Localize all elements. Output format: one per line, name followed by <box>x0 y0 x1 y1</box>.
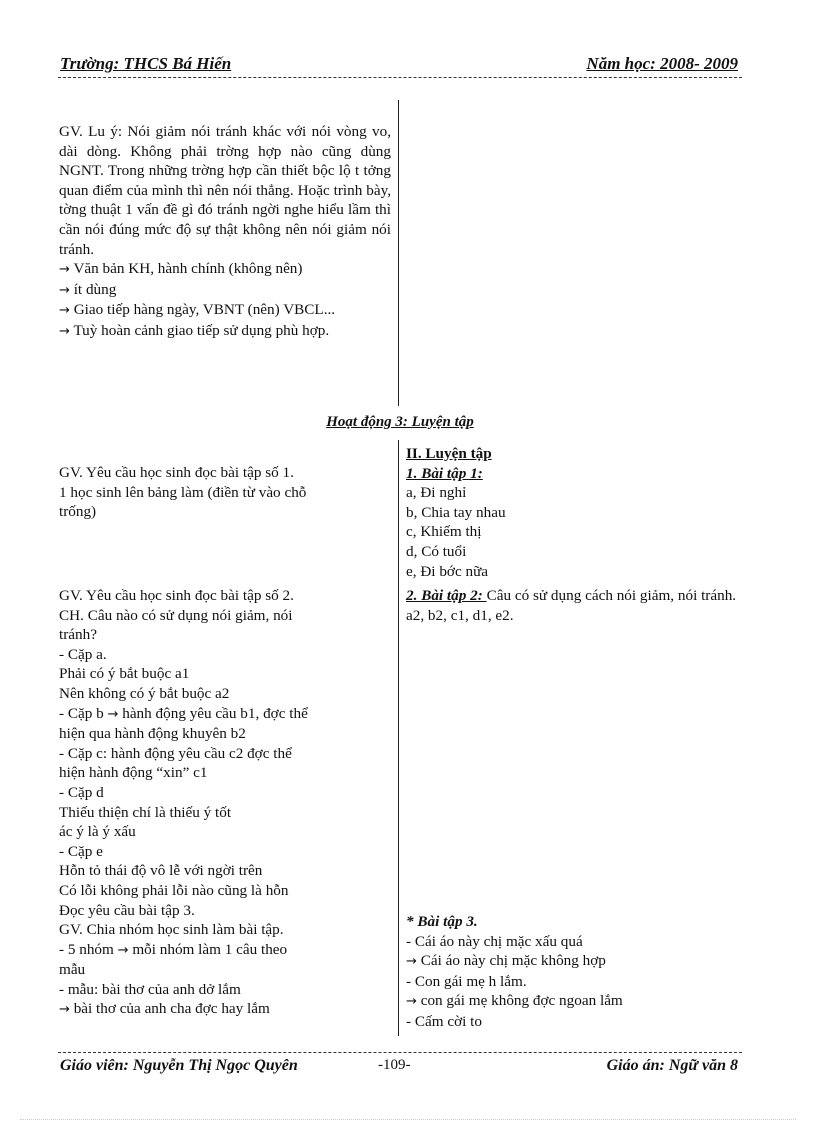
arrow-icon: → <box>59 323 70 339</box>
answer-item: b, Chia tay nhau <box>406 503 506 521</box>
text-line: GV. Yêu cầu học sinh đọc bài tập số 2. <box>59 587 294 604</box>
text-line: - Cặp b → hành động yêu cầu b1, đợc thể <box>59 704 308 722</box>
subject-name: Giáo án: Ngữ văn 8 <box>606 1057 738 1074</box>
page-footer <box>60 1057 740 1079</box>
text-line: Phải có ý bắt buộc a1 <box>59 665 190 683</box>
column-divider-bottom <box>398 440 399 1036</box>
exercise-2-activities <box>59 586 391 1020</box>
text-line: Đọc yêu cầu bài tập 3. <box>59 901 195 919</box>
arrow-icon: → <box>59 1002 70 1018</box>
answers-block-1 <box>406 444 740 581</box>
text-line: GV. Yêu cầu học sinh đọc bài tập số 1. <box>59 464 294 481</box>
header-divider <box>58 77 742 78</box>
text-line: ác ý là ý xấu <box>59 823 136 841</box>
arrow-icon: → <box>406 994 417 1010</box>
text-line: - Cặp c: hành động yêu cầu c2 đợc thể <box>59 744 292 762</box>
answer-item: c, Khiếm thị <box>406 523 482 541</box>
exercise-3-title: * Bài tập 3. <box>406 913 478 930</box>
arrow-icon: → <box>117 942 129 958</box>
text-line: Nên không có ý bắt buộc a2 <box>59 684 230 702</box>
answer-item: → con gái mẹ không đợc ngoan lắm <box>406 992 623 1010</box>
text-line: trống) <box>59 503 97 521</box>
arrow-icon: → <box>59 303 70 319</box>
exercise-2-paragraph: 2. Bài tập 2: Câu có sử dụng cách nói giảm, nói tránh. <box>406 587 737 604</box>
exercise-1-title: 1. Bài tập 1: <box>406 464 483 482</box>
text-line: hiện hành động “xin” c1 <box>59 764 208 782</box>
arrow-line-3: → Giao tiếp hàng ngày, VBNT (nên) VBCL... <box>59 301 336 319</box>
school-year: Năm học: 2008- 2009 <box>586 54 738 73</box>
arrow-icon: → <box>59 262 70 278</box>
answer-item: - Con gái mẹ h lắm. <box>406 972 527 990</box>
arrow-icon: → <box>59 282 70 298</box>
footer-divider <box>58 1052 742 1053</box>
text-line: mẫu <box>59 961 86 979</box>
answer-item: e, Đi bớc nữa <box>406 562 489 580</box>
teacher-activities <box>59 463 391 522</box>
section-heading: II. Luyện tập <box>406 445 492 462</box>
text-line: - Cặp a. <box>59 645 107 663</box>
answers-block-2 <box>406 586 740 625</box>
text-line: CH. Câu nào có sử dụng nói giảm, nói <box>59 606 293 624</box>
page-number: -109- <box>378 1057 411 1073</box>
activity-title: Hoạt động 3: Luyện tập <box>326 414 474 430</box>
text-line: Hỗn tỏ thái độ vô lễ với ngời trên <box>59 862 263 880</box>
answer-item: - Cấm cời to <box>406 1012 482 1030</box>
text-line: - mẫu: bài thơ của anh dở lắm <box>59 980 241 998</box>
text-line: Thiếu thiện chí là thiếu ý tốt <box>59 803 232 821</box>
arrow-line-4: → Tuỳ hoàn cảnh giao tiếp sử dụng phù hợp. <box>59 321 330 339</box>
page-header <box>60 54 740 76</box>
note-paragraph: GV. Lu ý: Nói giảm nói tránh khác với nói vòng vo, dài dòng. Không phải trờng hợp nào cũng dùng NGNT. Trong những trờng hợp cần thiết bộc lộ t tởng quan điểm của mình thì nên nói thẳng. Hoặc trình bày, tờng thuật 1 vấn đề gì đó tránh ngời nghe hiểu lầm thì cần nói đúng mức độ sự thật không nên nói giảm nói tránh. <box>59 123 391 258</box>
arrow-icon: → <box>107 706 119 722</box>
column-divider-top <box>398 100 399 406</box>
arrow-line-2: → ít dùng <box>59 280 117 298</box>
answer-item: → Cái áo này chị mặc không hợp <box>406 952 606 970</box>
text-line: → bài thơ của anh cha đợc hay lắm <box>59 1000 270 1018</box>
text-line: - 5 nhóm → mỗi nhóm làm 1 câu theo <box>59 940 288 958</box>
text-line: hiện qua hành động khuyên b2 <box>59 725 246 743</box>
text-line: 1 học sinh lên bảng làm (điền từ vào chỗ <box>59 483 307 501</box>
arrow-line-1: → Văn bản KH, hành chính (không nên) <box>59 260 303 278</box>
answer-item: d, Có tuổi <box>406 542 467 560</box>
exercise-2-answer: a2, b2, c1, d1, e2. <box>406 606 514 624</box>
exercise-2-title: 2. Bài tập 2: <box>406 587 487 604</box>
text-line: tránh? <box>59 626 97 644</box>
text-line: - Cặp d <box>59 783 104 801</box>
answers-block-3 <box>406 912 740 1032</box>
note-block <box>59 122 391 342</box>
text-line: - Cặp e <box>59 842 103 860</box>
text-line: GV. Chia nhóm học sinh làm bài tập. <box>59 921 284 939</box>
text-line: Có lỗi không phải lỗi nào cũng là hỗn <box>59 881 289 899</box>
answer-item: - Cái áo này chị mặc xấu quá <box>406 932 583 950</box>
school-name: Trường: THCS Bá Hiến <box>60 54 232 73</box>
teacher-name: Giáo viên: Nguyễn Thị Ngọc Quyên <box>60 1057 298 1074</box>
arrow-icon: → <box>406 954 417 970</box>
page-edge <box>20 1119 796 1120</box>
answer-item: a, Đi nghỉ <box>406 484 467 502</box>
